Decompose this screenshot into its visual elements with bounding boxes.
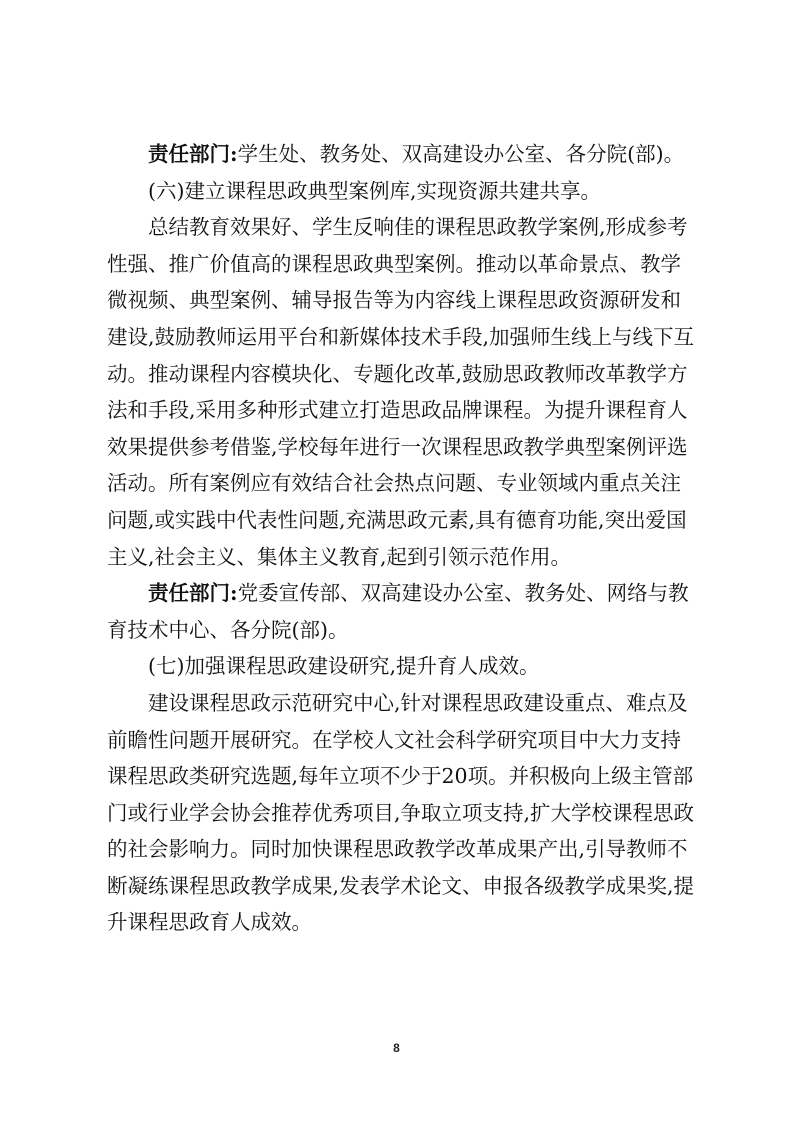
responsibility-paragraph-2 (107, 575, 697, 648)
responsibility-label: 责任部门: (148, 581, 238, 606)
section-heading-6: (六)建立课程思政典型案例库,实现资源共建共享。 (148, 178, 602, 203)
section-heading-7: (七)加强课程思政建设研究,提升育人成效。 (148, 654, 540, 679)
responsibility-label: 责任部门: (148, 142, 238, 166)
responsibility-paragraph-1 (107, 136, 697, 173)
responsibility-departments: 党委宣传部、双高建设办公室、教务处、网络与教育技术中心、各分院(部)。 (107, 581, 689, 642)
section-body-6: 总结教育效果好、学生反响佳的课程思政教学案例,形成参考性强、推广价值高的课程思政典型案例。推动以革命景点、教学微视频、典型案例、辅导报告等为内容线上课程思政资源研发和建设,鼓励教师运用平台和新媒体技术手段,加强师生线上与线下互动。推动课程内容模块化、专题化改革,鼓励思政教师改革教学方法和手段,采用多种形式建立打造思政品牌课程。为提升课程育人效果提供参考借鉴,学校每年进行一次课程思政教学典型案例评选活动。所有案例应有效结合社会热点问题、专业领域内重点关注问题,或实践中代表性问题,充满思政元素,具有德育功能,突出爱国主义,社会主义、集体主义教育,起到引领示范作用。 (107, 215, 695, 569)
document-body (107, 136, 697, 941)
section-body-7: 建设课程思政示范研究中心,针对课程思政建设重点、难点及前瞻性问题开展研究。在学校人文社会科学研究项目中大力支持课程思政类研究选题,每年立项不少于20项。并积极向上级主管部门或行业学会协会推荐优秀项目,争取立项支持,扩大学校课程思政的社会影响力。同时加快课程思政教学改革成果产出,引导教师不断凝练课程思政教学成果,发表学术论文、申报各级教学成果奖,提升课程思政育人成效。 (107, 690, 695, 935)
page-number: 8 (393, 1041, 400, 1055)
responsibility-departments: 学生处、教务处、双高建设办公室、各分院(部)。 (237, 142, 685, 166)
